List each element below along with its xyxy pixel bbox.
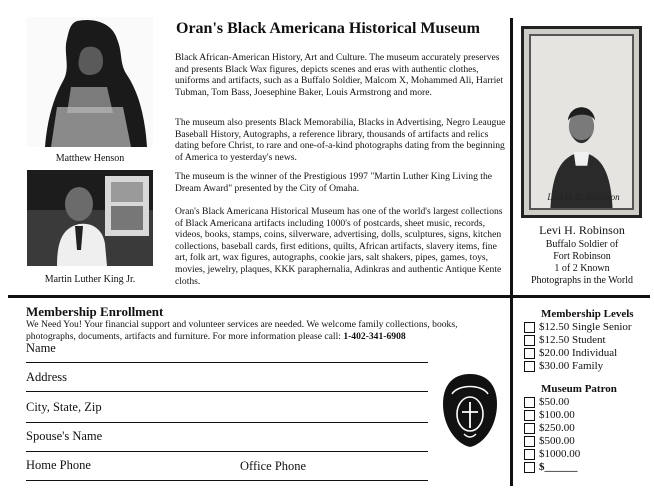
horizontal-divider (8, 295, 650, 298)
patron-option-500[interactable] (524, 435, 575, 447)
checkbox[interactable] (524, 423, 535, 434)
level-option-single-senior[interactable] (524, 321, 632, 333)
level-label: $12.50 Student (539, 334, 606, 346)
intro-paragraph: Black African-American History, Art and Culture. The museum accurately preserves and presents Black Wax figures, depicts scenes and eras with authentic clothes, uniforms and artifacts, such as a Buffalo Soldier, Malcom X, Mohammed Ali, Harriet Tubman, Tom Bass, Joesephine Baker, Louis Armstrong and more. (175, 52, 504, 98)
award-paragraph: The museum is the winner of the Prestigious 1997 "Martin Luther King Living the Dream Award" presented by the City of Omaha. (175, 171, 492, 194)
henson-caption: Matthew Henson (55, 153, 125, 164)
level-label: $20.00 Individual (539, 347, 618, 359)
levi-robinson-photo (521, 26, 642, 218)
spouse-name-label: Spouse's Name (26, 429, 103, 443)
spouse-name-field[interactable] (26, 451, 428, 452)
checkbox[interactable] (524, 462, 535, 473)
mask-emblem-icon (442, 372, 498, 448)
city-state-zip-field[interactable] (26, 422, 428, 423)
levi-signature: Levi H. L. Robinson (547, 192, 620, 202)
checkbox[interactable] (524, 436, 535, 447)
city-state-zip-label: City, State, Zip (26, 400, 102, 414)
levi-line-4: Photographs in the World (530, 275, 634, 286)
patron-label: $50.00 (539, 396, 570, 408)
patron-label: $100.00 (539, 409, 575, 421)
address-label: Address (26, 370, 67, 384)
mlk-caption: Martin Luther King Jr. (44, 274, 136, 285)
name-field[interactable] (26, 362, 428, 363)
level-label: $12.50 Single Senior (539, 321, 632, 333)
level-label: $30.00 Family (539, 360, 604, 372)
museum-title: Oran's Black Americana Historical Museum (176, 20, 480, 37)
address-field[interactable] (26, 391, 428, 392)
patron-option-custom[interactable] (524, 461, 578, 473)
patron-option-100[interactable] (524, 409, 575, 421)
patron-option-250[interactable] (524, 422, 575, 434)
patron-label: $1000.00 (539, 448, 581, 460)
collections-paragraph: Oran's Black Americana Historical Museum has one of the world's largest collections of Black Americana artifacts including 1000's of postcards, sheet music, records, videos, books, stamps, coins, silverware, advertising, dolls, sculptures, signs, kitchen collections, baseball cards, first editions, quilts, African artifacts, slavery items, fine art, folk art, wax figures, autographs, cookie jars, salt shakers, pipes, games, toys, movies, jewelry, plaques, KKK paraphernalia, Adinkras and authentic Antique Kente cloths. (175, 206, 503, 287)
membership-phone: 1-402-341-6908 (343, 330, 406, 342)
checkbox[interactable] (524, 449, 535, 460)
levels-heading: Membership Levels (541, 308, 634, 320)
office-phone-label: Office Phone (240, 459, 307, 473)
phone-field[interactable] (26, 480, 428, 481)
levi-line-3: 1 of 2 Known (554, 263, 610, 274)
memorabilia-paragraph: The museum also presents Black Memorabilia, Blacks in Advertising, Negro Leaugue Baseball History, Autographs, a reference library, thousands of artifacts and relics dating before Christ, to rare and one-of-a-kind photographs dating from the beginning of America to yesterday's news. (175, 117, 506, 163)
levi-line-1: Buffalo Soldier of (545, 239, 619, 250)
vertical-divider (510, 18, 513, 486)
membership-heading: Membership Enrollment (26, 304, 164, 319)
mlk-photo (27, 170, 153, 266)
checkbox[interactable] (524, 397, 535, 408)
checkbox[interactable] (524, 361, 535, 372)
level-option-student[interactable] (524, 334, 606, 346)
matthew-henson-photo (27, 17, 153, 147)
home-phone-label: Home Phone (26, 458, 91, 472)
membership-description-text: We Need You! Your financial support and volunteer services are needed. We welcome family collections, books, photographs, documents, artifacts and furniture. For more information please call: (26, 319, 458, 342)
patron-label: $500.00 (539, 435, 575, 447)
checkbox[interactable] (524, 410, 535, 421)
level-option-family[interactable] (524, 360, 603, 372)
levi-name: Levi H. Robinson (539, 223, 625, 237)
checkbox[interactable] (524, 335, 535, 346)
patron-option-1000[interactable] (524, 448, 580, 460)
patron-heading: Museum Patron (541, 383, 617, 395)
name-label: Name (26, 341, 56, 355)
level-option-individual[interactable] (524, 347, 617, 359)
patron-option-50[interactable] (524, 396, 569, 408)
checkbox[interactable] (524, 322, 535, 333)
membership-description (26, 319, 496, 342)
patron-label: $______ (539, 461, 578, 473)
patron-label: $250.00 (539, 422, 575, 434)
checkbox[interactable] (524, 348, 535, 359)
levi-line-2: Fort Robinson (553, 251, 611, 262)
